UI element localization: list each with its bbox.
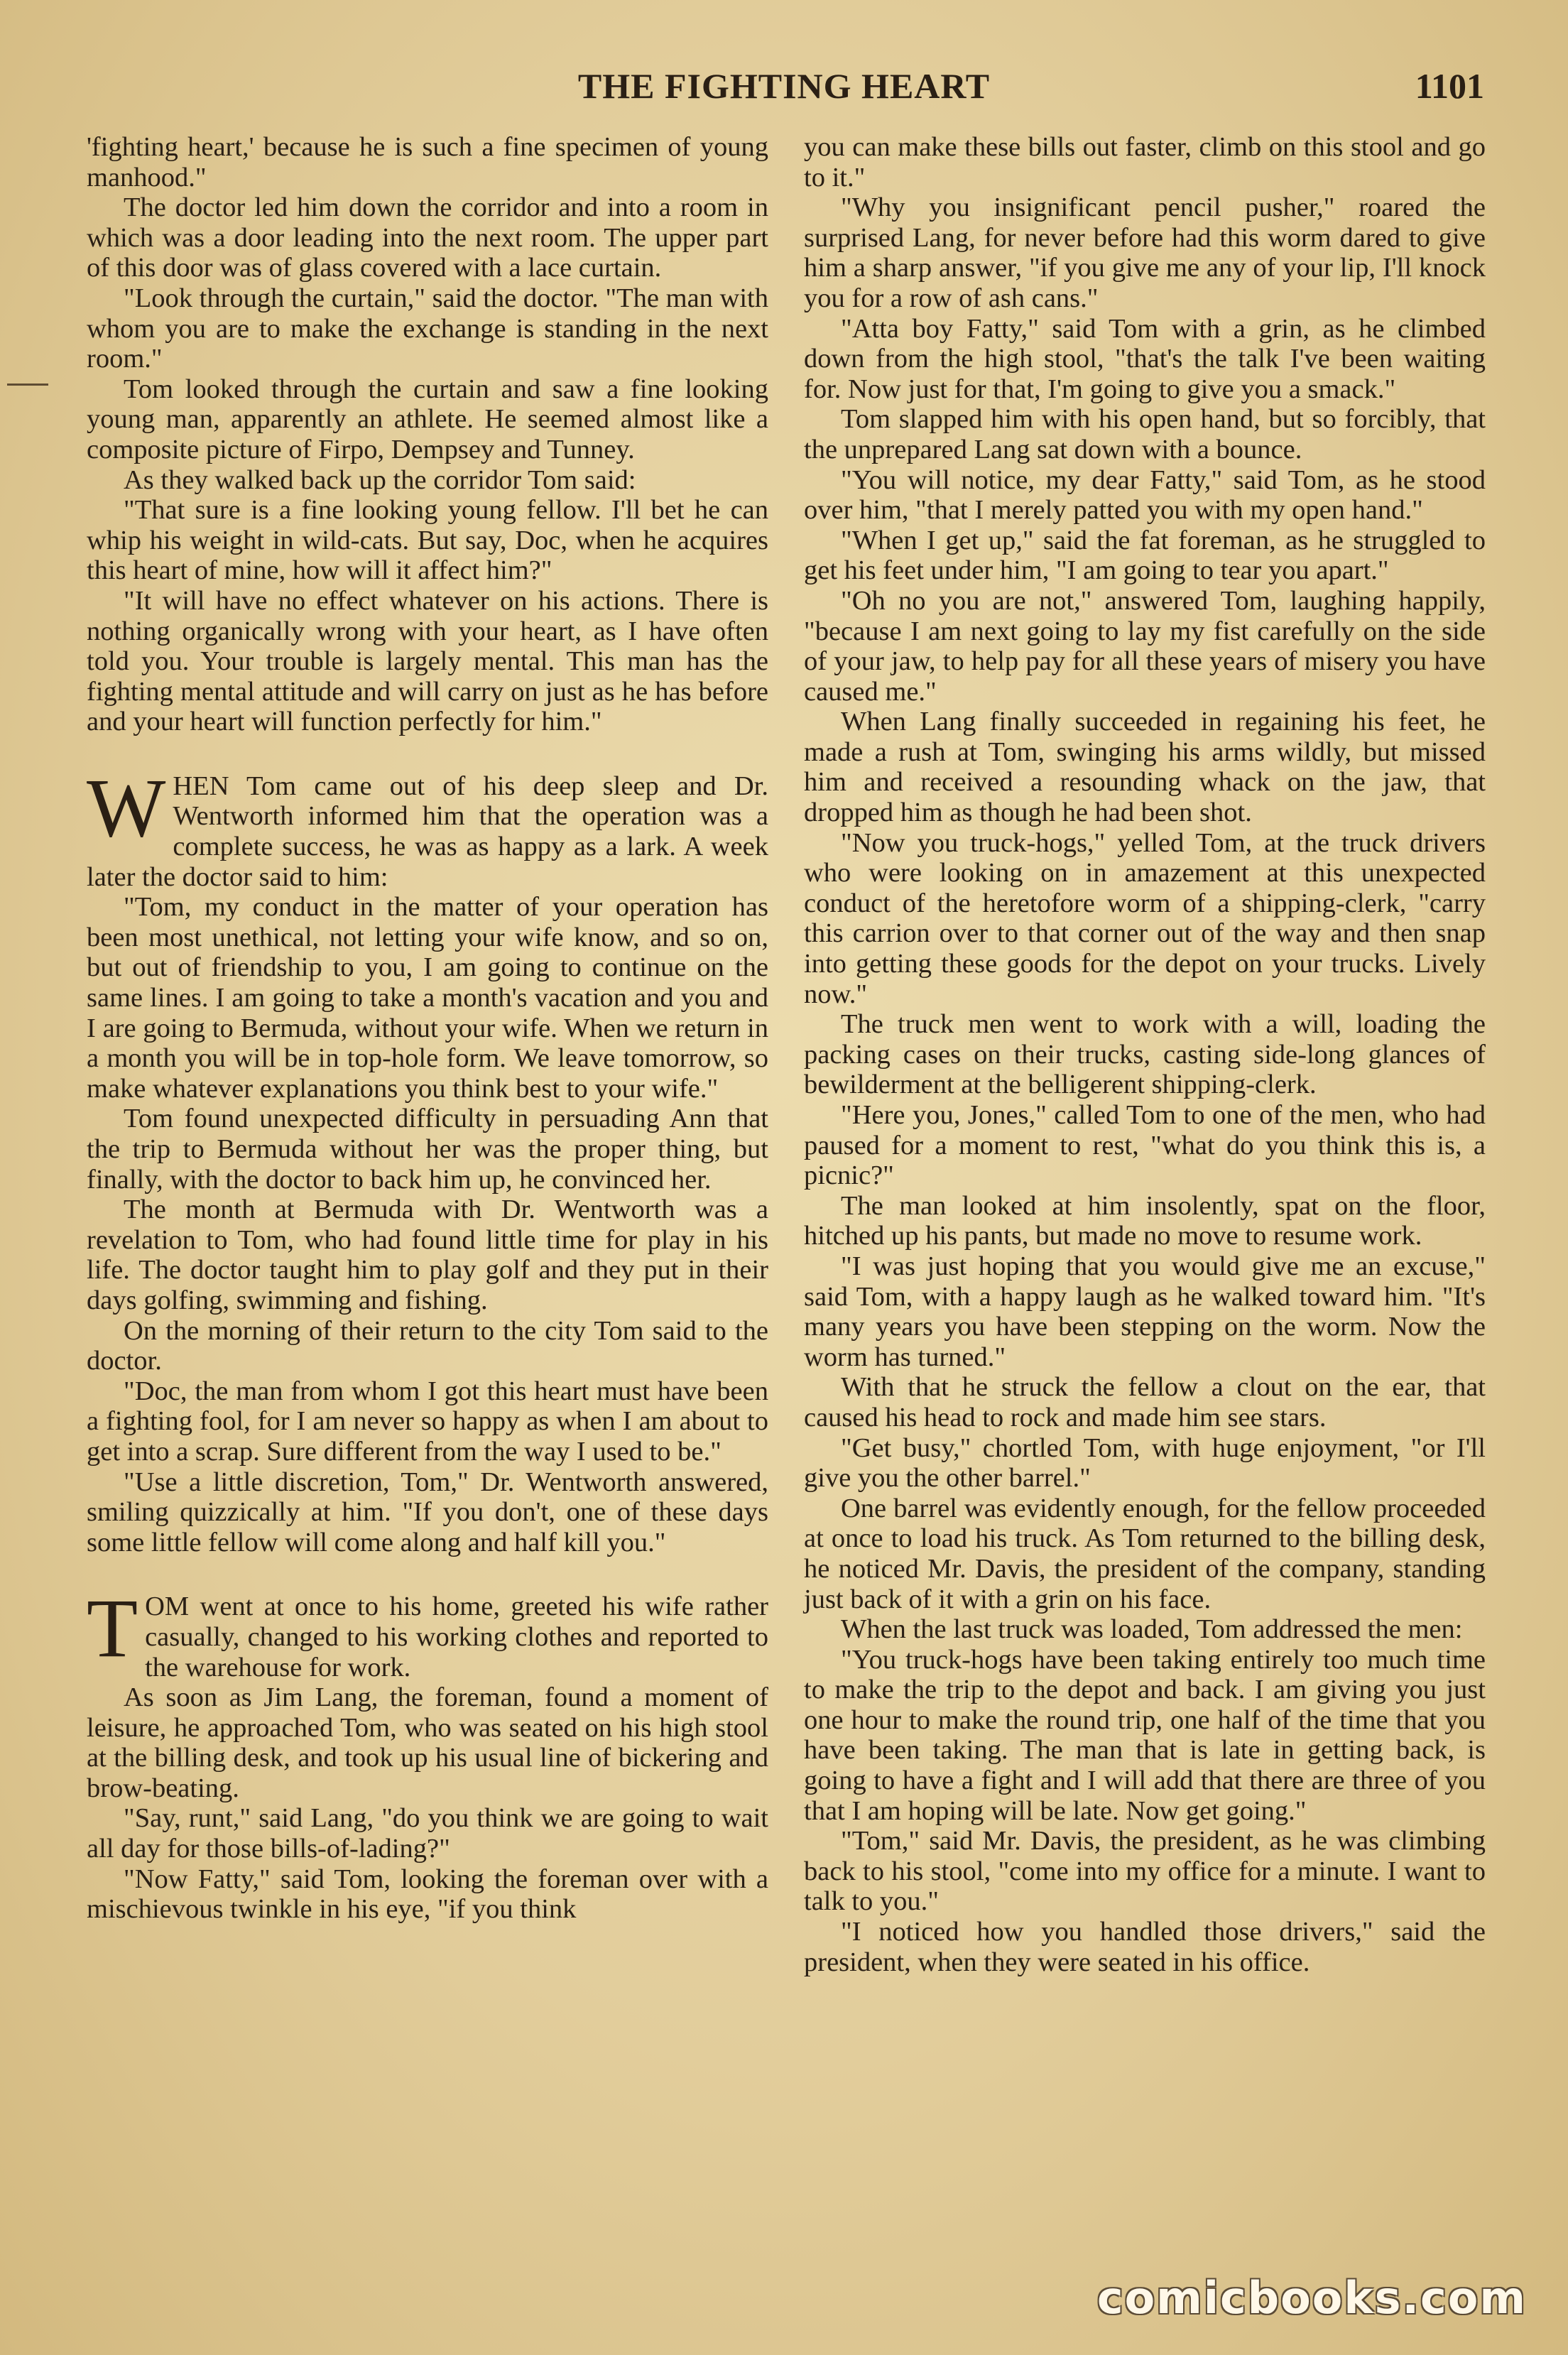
paragraph: "You will notice, my dear Fatty," said Tom, as he stood over him, "that I merely patted you with my open hand.": [804, 464, 1486, 526]
paragraph: The doctor led him down the corridor and into a room in which was a door leading into the next room. The upper part of this door was of glass covered with a lace curtain.: [87, 192, 768, 283]
paragraph: "Why you insignificant pencil pusher," roared the surprised Lang, for never before had this worm dared to give him a sharp answer, "if you give me any of your lip, I'll knock you for a row of ash cans.": [804, 192, 1486, 313]
paragraph: Tom found unexpected difficulty in persuading Ann that the trip to Bermuda without her was the proper thing, but finally, with the doctor to back him up, he convinced her.: [87, 1104, 768, 1195]
paragraph: On the morning of their return to the city Tom said to the doctor.: [87, 1315, 768, 1376]
margin-mark: [7, 384, 48, 386]
paragraph: HEN Tom came out of his deep sleep and Dr. Wentworth informed him that the operation was a complete success, he was as happy as a lark. A week later the doctor said to him:: [87, 771, 768, 892]
paragraph: "Doc, the man from whom I got this heart must have been a fighting fool, for I am never so happy as when I am about to get into a scrap. Sure different from the way I used to be.": [87, 1376, 768, 1467]
paragraph: The truck men went to work with a will, loading the packing cases on their trucks, casting side-long glances of bewilderment at the belligerent shipping-clerk.: [804, 1009, 1486, 1100]
paragraph: "I noticed how you handled those drivers," said the president, when they were seated in his office.: [804, 1917, 1486, 1977]
running-title: THE FIGHTING HEART: [577, 66, 991, 106]
paragraph: "It will have no effect whatever on his actions. There is nothing organically wrong with your heart, as I have often told you. Your trouble is largely mental. This man has the fighting mental attitude and will carry on just as he has before and your heart will function perfectly for him.": [87, 585, 768, 737]
paragraph: "That sure is a fine looking young fellow. I'll bet he can whip his weight in wild-cats. But say, Doc, when he acquires this heart of mine, how will it affect him?": [87, 495, 768, 586]
paragraph: The man looked at him insolently, spat on the floor, hitched up his pants, but made no move to resume work.: [804, 1190, 1486, 1251]
paragraph: "Get busy," chortled Tom, with huge enjoyment, "or I'll give you the other barrel.": [804, 1432, 1486, 1494]
paragraph: 'fighting heart,' because he is such a fine specimen of young manhood.": [87, 132, 768, 192]
paragraph: "Now you truck-hogs," yelled Tom, at the truck drivers who were looking on in amazement at this unexpected conduct of the heretofore worm of a shipping-clerk, "carry this carrion over to that corner out of the way and then snap into getting these goods for the depot on your trucks. Lively now.": [804, 827, 1486, 1009]
paragraph: As they walked back up the corridor Tom said:: [124, 464, 636, 495]
paragraph: "Use a little discretion, Tom," Dr. Wentworth answered, smiling quizzically at him. "If you don't, one of these days some little fellow will come along and half kill you.": [87, 1467, 768, 1557]
paragraph: "Oh no you are not," answered Tom, laughing happily, "because I am next going to lay my fist carefully on the side of your jaw, to help pay for all these years of misery you have caused me.": [804, 585, 1486, 707]
paragraph: you can make these bills out faster, climb on this stool and go to it.": [804, 132, 1486, 192]
paragraph: With that he struck the fellow a clout on the ear, that caused his head to rock and made him see stars.: [804, 1372, 1486, 1432]
paragraph: When Lang finally succeeded in regaining his feet, he made a rush at Tom, swinging his arms wildly, but missed him and received a resounding whack on the jaw, that dropped him as though he had been shot.: [804, 707, 1486, 828]
paragraph: "When I get up," said the fat foreman, as he struggled to get his feet under him, "I am going to tear you apart.": [804, 525, 1486, 586]
drop-cap: W: [87, 761, 166, 854]
paragraph: "I was just hoping that you would give me an excuse," said Tom, with a happy laugh as he walked toward him. "It's many years you have been stepping on the worm. Now the worm has turned.": [804, 1251, 1486, 1372]
paragraph: One barrel was evidently enough, for the fellow proceeded at once to load his truck. As Tom returned to the billing desk, he noticed Mr. Davis, the president of the company, standing just back of it with a grin on his face.: [804, 1493, 1486, 1614]
section-opening: [87, 1582, 768, 1682]
paragraph: "You truck-hogs have been taking entirely too much time to make the trip to the depot and back. I am giving you just one hour to make the round trip, one half of the time that you have been taking. The man that is late in getting back, is going to have a fight and I will add that there are three of you that I am hoping will be late. Now get going.": [804, 1644, 1486, 1826]
paragraph: Tom slapped him with his open hand, but so forcibly, that the unprepared Lang sat down with a bounce.: [804, 404, 1486, 464]
right-column: [804, 132, 1486, 1977]
drop-cap: T: [87, 1582, 138, 1675]
paragraph: "Atta boy Fatty," said Tom with a grin, as he climbed down from the high stool, "that's the talk I've been waiting for. Now just for that, I'm going to give you a smack.": [804, 313, 1486, 404]
paragraph: The month at Bermuda with Dr. Wentworth was a revelation to Tom, who had found little time for play in his life. The doctor taught him to play golf and they put in their days golfing, swimming and fishing.: [87, 1195, 768, 1315]
paragraph: Tom looked through the curtain and saw a fine looking young man, apparently an athlete. He seemed almost like a composite picture of Firpo, Dempsey and Tunney.: [87, 374, 768, 464]
source-watermark: comicbooks.com: [1096, 2272, 1527, 2324]
page-number: 1101: [1415, 66, 1484, 106]
section-opening: [87, 761, 768, 892]
paragraph: As soon as Jim Lang, the foreman, found a moment of leisure, he approached Tom, who was seated on his high stool at the billing desk, and took up his usual line of bickering and brow-beating.: [87, 1682, 768, 1803]
paragraph: When the last truck was loaded, Tom addressed the men:: [841, 1614, 1463, 1645]
paragraph: "Here you, Jones," called Tom to one of the men, who had paused for a moment to rest, "what do you think this is, a picnic?": [804, 1100, 1486, 1191]
page-header: [0, 65, 1568, 129]
paragraph: "Now Fatty," said Tom, looking the foreman over with a mischievous twinkle in his eye, "if you think: [87, 1864, 768, 1925]
paragraph: "Say, runt," said Lang, "do you think we are going to wait all day for those bills-of-lading?": [87, 1803, 768, 1864]
left-column: [87, 132, 768, 1925]
paragraph: OM went at once to his home, greeted his wife rather casually, changed to his working clothes and reported to the warehouse for work.: [145, 1592, 768, 1682]
paragraph: "Tom," said Mr. Davis, the president, as he was climbing back to his stool, "come into my office for a minute. I want to talk to you.": [804, 1826, 1486, 1917]
paragraph: "Look through the curtain," said the doctor. "The man with whom you are to make the exchange is standing in the next room.": [87, 283, 768, 374]
paragraph: "Tom, my conduct in the matter of your operation has been most unethical, not letting your wife know, and so on, but out of friendship to you, I am going to continue on the same lines. I am going to take a month's vacation and you and I are going to Bermuda, without your wife. When we return in a month you will be in top-hole form. We leave tomorrow, so make whatever explanations you think best to your wife.": [87, 892, 768, 1104]
